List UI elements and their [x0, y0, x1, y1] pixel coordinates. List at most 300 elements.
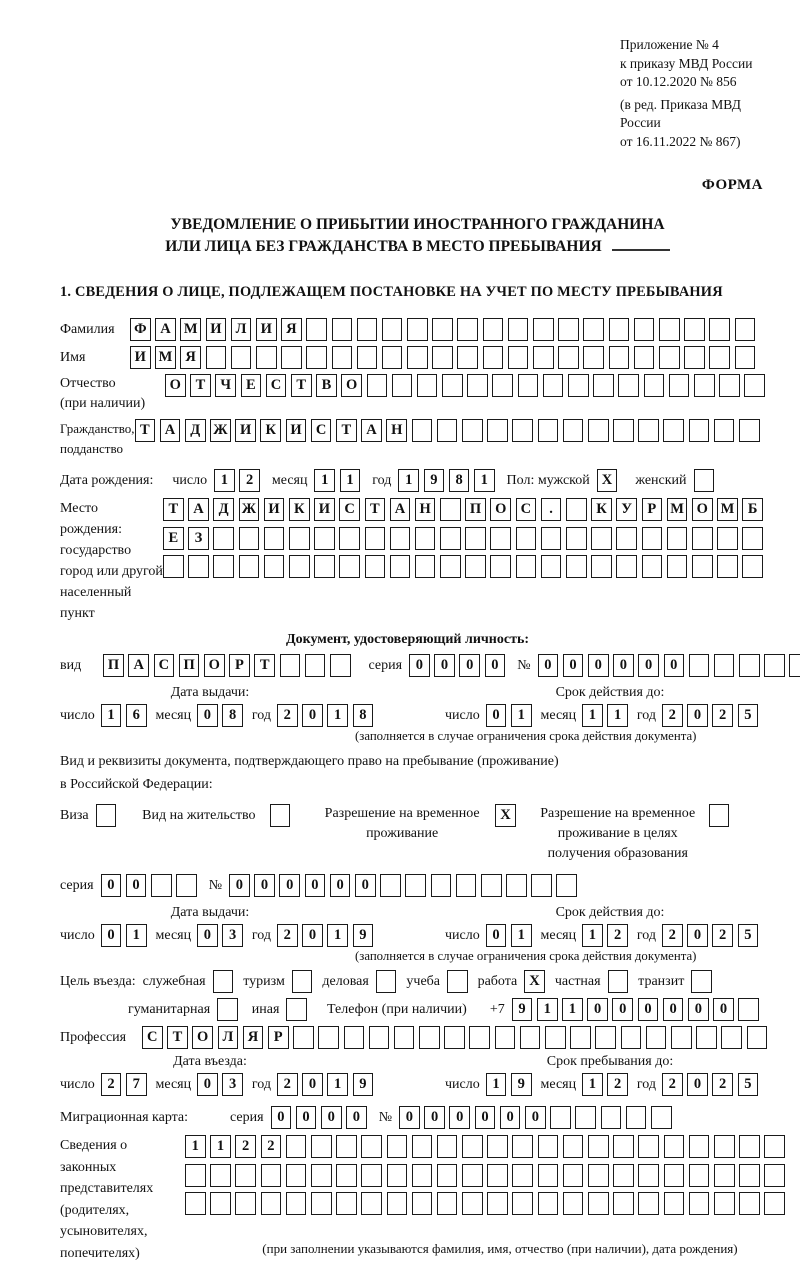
form-cell[interactable]: 1 [582, 1073, 603, 1096]
form-cell[interactable] [415, 555, 436, 578]
form-cell[interactable]: А [160, 419, 181, 442]
form-cell[interactable]: З [188, 527, 209, 550]
form-cell[interactable]: Ж [210, 419, 231, 442]
form-cell[interactable]: 1 [511, 924, 532, 947]
form-cell[interactable] [613, 1135, 634, 1158]
form-cell[interactable]: 0 [713, 998, 734, 1021]
form-cell[interactable]: 0 [409, 654, 430, 677]
form-cell[interactable] [616, 555, 637, 578]
form-cell[interactable]: 0 [612, 998, 633, 1021]
form-cell[interactable]: М [667, 498, 688, 521]
form-cell[interactable]: 0 [101, 874, 122, 897]
form-cell[interactable]: С [142, 1026, 163, 1049]
form-cell[interactable] [306, 318, 327, 341]
form-cell[interactable]: 1 [210, 1135, 231, 1158]
form-cell[interactable]: 2 [712, 704, 733, 727]
form-cell[interactable]: 0 [486, 704, 507, 727]
form-cell[interactable]: В [316, 374, 337, 397]
form-cell[interactable]: Ф [130, 318, 151, 341]
form-cell[interactable] [270, 804, 291, 827]
form-cell[interactable]: X [524, 970, 545, 993]
form-cell[interactable] [457, 318, 478, 341]
form-cell[interactable] [558, 318, 579, 341]
form-cell[interactable]: И [235, 419, 256, 442]
form-cell[interactable]: Я [180, 346, 201, 369]
form-cell[interactable] [739, 1164, 760, 1187]
form-cell[interactable]: 0 [330, 874, 351, 897]
form-cell[interactable] [664, 1135, 685, 1158]
form-cell[interactable] [490, 555, 511, 578]
form-cell[interactable] [235, 1192, 256, 1215]
form-cell[interactable] [185, 1164, 206, 1187]
form-cell[interactable] [563, 1192, 584, 1215]
form-cell[interactable] [570, 1026, 591, 1049]
form-cell[interactable] [714, 1164, 735, 1187]
form-cell[interactable] [431, 874, 452, 897]
form-cell[interactable]: 0 [525, 1106, 546, 1129]
form-cell[interactable] [412, 1192, 433, 1215]
form-cell[interactable]: 5 [738, 924, 759, 947]
form-cell[interactable] [520, 1026, 541, 1049]
form-cell[interactable] [689, 1164, 710, 1187]
form-cell[interactable]: Р [268, 1026, 289, 1049]
form-cell[interactable]: 1 [486, 1073, 507, 1096]
form-cell[interactable] [487, 1135, 508, 1158]
form-cell[interactable]: И [256, 318, 277, 341]
form-cell[interactable]: 8 [222, 704, 243, 727]
form-cell[interactable]: И [130, 346, 151, 369]
form-cell[interactable]: 6 [126, 704, 147, 727]
form-cell[interactable] [281, 346, 302, 369]
form-cell[interactable]: 1 [101, 704, 122, 727]
form-cell[interactable] [206, 346, 227, 369]
form-cell[interactable] [642, 527, 663, 550]
form-cell[interactable] [419, 1026, 440, 1049]
form-cell[interactable]: О [490, 498, 511, 521]
form-cell[interactable] [538, 1164, 559, 1187]
form-cell[interactable]: 0 [355, 874, 376, 897]
form-cell[interactable]: К [289, 498, 310, 521]
form-cell[interactable] [239, 555, 260, 578]
form-cell[interactable]: 0 [587, 998, 608, 1021]
form-cell[interactable] [495, 1026, 516, 1049]
form-cell[interactable] [626, 1106, 647, 1129]
form-cell[interactable]: 0 [486, 924, 507, 947]
form-cell[interactable]: И [264, 498, 285, 521]
form-cell[interactable]: 1 [214, 469, 235, 492]
form-cell[interactable] [663, 419, 684, 442]
form-cell[interactable] [213, 527, 234, 550]
form-cell[interactable]: Т [336, 419, 357, 442]
form-cell[interactable] [714, 1192, 735, 1215]
form-cell[interactable]: 0 [538, 654, 559, 677]
form-cell[interactable] [367, 374, 388, 397]
form-cell[interactable] [292, 970, 313, 993]
form-cell[interactable]: 0 [302, 924, 323, 947]
form-cell[interactable] [407, 318, 428, 341]
form-cell[interactable] [412, 1164, 433, 1187]
form-cell[interactable] [462, 1164, 483, 1187]
form-cell[interactable] [465, 555, 486, 578]
form-cell[interactable]: Е [163, 527, 184, 550]
form-cell[interactable] [583, 318, 604, 341]
form-cell[interactable] [735, 346, 756, 369]
form-cell[interactable] [336, 1192, 357, 1215]
form-cell[interactable] [235, 1164, 256, 1187]
form-cell[interactable] [417, 374, 438, 397]
form-cell[interactable] [613, 1192, 634, 1215]
form-cell[interactable] [280, 654, 301, 677]
form-cell[interactable]: 0 [279, 874, 300, 897]
form-cell[interactable]: 0 [305, 874, 326, 897]
form-cell[interactable] [739, 1135, 760, 1158]
form-cell[interactable]: 0 [588, 654, 609, 677]
form-cell[interactable]: Д [185, 419, 206, 442]
form-cell[interactable] [365, 527, 386, 550]
form-cell[interactable] [516, 527, 537, 550]
form-cell[interactable] [442, 374, 463, 397]
form-cell[interactable]: Е [241, 374, 262, 397]
form-cell[interactable]: Л [231, 318, 252, 341]
form-cell[interactable] [717, 555, 738, 578]
form-cell[interactable] [671, 1026, 692, 1049]
form-cell[interactable] [487, 1164, 508, 1187]
form-cell[interactable]: 5 [738, 704, 759, 727]
form-cell[interactable] [538, 419, 559, 442]
form-cell[interactable]: С [516, 498, 537, 521]
form-cell[interactable] [583, 346, 604, 369]
form-cell[interactable]: М [717, 498, 738, 521]
form-cell[interactable]: 0 [296, 1106, 317, 1129]
form-cell[interactable] [618, 374, 639, 397]
form-cell[interactable]: А [155, 318, 176, 341]
form-cell[interactable]: 0 [254, 874, 275, 897]
form-cell[interactable] [512, 1164, 533, 1187]
form-cell[interactable] [365, 555, 386, 578]
form-cell[interactable] [286, 998, 307, 1021]
form-cell[interactable] [764, 654, 785, 677]
form-cell[interactable] [694, 469, 715, 492]
form-cell[interactable]: 0 [346, 1106, 367, 1129]
form-cell[interactable] [563, 419, 584, 442]
form-cell[interactable]: 0 [434, 654, 455, 677]
form-cell[interactable] [330, 654, 351, 677]
form-cell[interactable] [437, 419, 458, 442]
form-cell[interactable] [305, 654, 326, 677]
form-cell[interactable] [481, 874, 502, 897]
form-cell[interactable]: Я [281, 318, 302, 341]
form-cell[interactable] [563, 1135, 584, 1158]
form-cell[interactable] [575, 1106, 596, 1129]
form-cell[interactable]: 0 [399, 1106, 420, 1129]
form-cell[interactable] [318, 1026, 339, 1049]
form-cell[interactable] [339, 555, 360, 578]
form-cell[interactable]: 0 [664, 654, 685, 677]
form-cell[interactable]: Я [243, 1026, 264, 1049]
form-cell[interactable] [638, 1164, 659, 1187]
form-cell[interactable]: С [154, 654, 175, 677]
form-cell[interactable] [764, 1164, 785, 1187]
form-cell[interactable]: 0 [459, 654, 480, 677]
form-cell[interactable]: 2 [261, 1135, 282, 1158]
form-cell[interactable] [692, 527, 713, 550]
form-cell[interactable]: 7 [126, 1073, 147, 1096]
form-cell[interactable]: О [341, 374, 362, 397]
form-cell[interactable] [613, 1164, 634, 1187]
form-cell[interactable] [533, 318, 554, 341]
form-cell[interactable] [609, 318, 630, 341]
form-cell[interactable] [739, 419, 760, 442]
form-cell[interactable] [289, 527, 310, 550]
form-cell[interactable] [593, 374, 614, 397]
form-cell[interactable] [286, 1164, 307, 1187]
form-cell[interactable] [261, 1192, 282, 1215]
form-cell[interactable]: 0 [302, 704, 323, 727]
form-cell[interactable] [462, 1192, 483, 1215]
form-cell[interactable]: С [266, 374, 287, 397]
form-cell[interactable]: 1 [562, 998, 583, 1021]
form-cell[interactable] [387, 1164, 408, 1187]
form-cell[interactable] [286, 1192, 307, 1215]
form-cell[interactable] [541, 527, 562, 550]
form-cell[interactable] [664, 1192, 685, 1215]
form-cell[interactable] [506, 874, 527, 897]
form-cell[interactable]: А [361, 419, 382, 442]
form-cell[interactable] [361, 1164, 382, 1187]
form-cell[interactable]: Н [415, 498, 436, 521]
form-cell[interactable] [176, 874, 197, 897]
form-cell[interactable] [667, 527, 688, 550]
form-cell[interactable]: И [206, 318, 227, 341]
form-cell[interactable]: К [591, 498, 612, 521]
form-cell[interactable] [558, 346, 579, 369]
form-cell[interactable] [231, 346, 252, 369]
form-cell[interactable]: 9 [424, 469, 445, 492]
form-cell[interactable] [151, 874, 172, 897]
form-cell[interactable] [634, 318, 655, 341]
form-cell[interactable] [469, 1026, 490, 1049]
form-cell[interactable]: 1 [327, 704, 348, 727]
form-cell[interactable] [289, 555, 310, 578]
form-cell[interactable] [369, 1026, 390, 1049]
form-cell[interactable]: А [188, 498, 209, 521]
form-cell[interactable]: 1 [340, 469, 361, 492]
form-cell[interactable]: 0 [500, 1106, 521, 1129]
form-cell[interactable]: 5 [738, 1073, 759, 1096]
form-cell[interactable] [747, 1026, 768, 1049]
form-cell[interactable]: 0 [197, 704, 218, 727]
form-cell[interactable] [659, 346, 680, 369]
form-cell[interactable] [638, 1192, 659, 1215]
form-cell[interactable] [735, 318, 756, 341]
form-cell[interactable]: 9 [512, 998, 533, 1021]
form-cell[interactable]: 8 [353, 704, 374, 727]
form-cell[interactable]: 2 [239, 469, 260, 492]
form-cell[interactable]: 0 [229, 874, 250, 897]
form-cell[interactable] [390, 527, 411, 550]
form-cell[interactable] [595, 1026, 616, 1049]
form-cell[interactable] [669, 374, 690, 397]
form-cell[interactable] [566, 555, 587, 578]
form-cell[interactable] [689, 654, 710, 677]
form-cell[interactable] [568, 374, 589, 397]
form-cell[interactable] [437, 1192, 458, 1215]
form-cell[interactable] [616, 527, 637, 550]
form-cell[interactable]: 0 [321, 1106, 342, 1129]
form-cell[interactable]: 3 [222, 924, 243, 947]
form-cell[interactable] [588, 1192, 609, 1215]
form-cell[interactable] [541, 555, 562, 578]
form-cell[interactable]: И [286, 419, 307, 442]
form-cell[interactable] [550, 1106, 571, 1129]
form-cell[interactable]: П [179, 654, 200, 677]
form-cell[interactable] [437, 1135, 458, 1158]
form-cell[interactable] [538, 1135, 559, 1158]
form-cell[interactable] [717, 527, 738, 550]
form-cell[interactable] [264, 527, 285, 550]
form-cell[interactable] [591, 527, 612, 550]
form-cell[interactable]: 2 [607, 1073, 628, 1096]
form-cell[interactable]: 0 [563, 654, 584, 677]
form-cell[interactable] [709, 804, 730, 827]
form-cell[interactable] [412, 419, 433, 442]
form-cell[interactable] [744, 374, 765, 397]
form-cell[interactable]: Б [742, 498, 763, 521]
form-cell[interactable] [361, 1135, 382, 1158]
form-cell[interactable] [588, 1135, 609, 1158]
form-cell[interactable]: П [103, 654, 124, 677]
form-cell[interactable] [490, 527, 511, 550]
form-cell[interactable]: 2 [662, 924, 683, 947]
form-cell[interactable] [163, 555, 184, 578]
form-cell[interactable] [487, 1192, 508, 1215]
form-cell[interactable] [332, 346, 353, 369]
form-cell[interactable] [638, 419, 659, 442]
form-cell[interactable]: 0 [271, 1106, 292, 1129]
form-cell[interactable] [714, 654, 735, 677]
form-cell[interactable]: 0 [613, 654, 634, 677]
form-cell[interactable] [487, 419, 508, 442]
form-cell[interactable] [444, 1026, 465, 1049]
form-cell[interactable] [609, 346, 630, 369]
form-cell[interactable]: 0 [302, 1073, 323, 1096]
form-cell[interactable]: О [165, 374, 186, 397]
form-cell[interactable] [311, 1192, 332, 1215]
form-cell[interactable] [405, 874, 426, 897]
form-cell[interactable] [361, 1192, 382, 1215]
form-cell[interactable] [691, 970, 712, 993]
form-cell[interactable] [188, 555, 209, 578]
form-cell[interactable]: А [390, 498, 411, 521]
form-cell[interactable] [667, 555, 688, 578]
form-cell[interactable] [387, 1135, 408, 1158]
form-cell[interactable] [332, 318, 353, 341]
form-cell[interactable] [684, 346, 705, 369]
form-cell[interactable] [261, 1164, 282, 1187]
form-cell[interactable]: А [128, 654, 149, 677]
form-cell[interactable] [357, 346, 378, 369]
form-cell[interactable] [432, 318, 453, 341]
form-cell[interactable]: 0 [485, 654, 506, 677]
form-cell[interactable]: 2 [712, 1073, 733, 1096]
form-cell[interactable] [185, 1192, 206, 1215]
form-cell[interactable] [512, 1135, 533, 1158]
form-cell[interactable] [646, 1026, 667, 1049]
form-cell[interactable] [764, 1135, 785, 1158]
form-cell[interactable]: 1 [582, 924, 603, 947]
form-cell[interactable] [556, 874, 577, 897]
form-cell[interactable]: О [192, 1026, 213, 1049]
form-cell[interactable] [738, 998, 759, 1021]
form-cell[interactable]: Р [642, 498, 663, 521]
form-cell[interactable]: М [155, 346, 176, 369]
form-cell[interactable] [96, 804, 117, 827]
form-cell[interactable] [440, 555, 461, 578]
form-cell[interactable] [440, 498, 461, 521]
form-cell[interactable] [642, 555, 663, 578]
form-cell[interactable] [457, 346, 478, 369]
form-cell[interactable] [694, 374, 715, 397]
form-cell[interactable]: 1 [327, 1073, 348, 1096]
form-cell[interactable]: 0 [475, 1106, 496, 1129]
form-cell[interactable] [462, 1135, 483, 1158]
form-cell[interactable] [588, 1164, 609, 1187]
form-cell[interactable]: 1 [185, 1135, 206, 1158]
form-cell[interactable]: Т [190, 374, 211, 397]
form-cell[interactable]: Т [167, 1026, 188, 1049]
form-cell[interactable] [394, 1026, 415, 1049]
form-cell[interactable] [709, 318, 730, 341]
form-cell[interactable] [415, 527, 436, 550]
form-cell[interactable]: 0 [197, 924, 218, 947]
form-cell[interactable]: О [692, 498, 713, 521]
form-cell[interactable] [483, 318, 504, 341]
form-cell[interactable]: Ч [215, 374, 236, 397]
form-cell[interactable]: 1 [537, 998, 558, 1021]
form-cell[interactable] [217, 998, 238, 1021]
form-cell[interactable] [516, 555, 537, 578]
form-cell[interactable] [742, 527, 763, 550]
form-cell[interactable] [432, 346, 453, 369]
form-cell[interactable] [689, 1135, 710, 1158]
form-cell[interactable]: 2 [101, 1073, 122, 1096]
form-cell[interactable] [709, 346, 730, 369]
form-cell[interactable] [462, 419, 483, 442]
form-cell[interactable] [608, 970, 629, 993]
form-cell[interactable]: 0 [687, 704, 708, 727]
form-cell[interactable] [684, 318, 705, 341]
form-cell[interactable] [634, 346, 655, 369]
form-cell[interactable] [336, 1164, 357, 1187]
form-cell[interactable] [467, 374, 488, 397]
form-cell[interactable]: М [180, 318, 201, 341]
form-cell[interactable] [314, 555, 335, 578]
form-cell[interactable]: 2 [277, 1073, 298, 1096]
form-cell[interactable] [739, 654, 760, 677]
form-cell[interactable] [483, 346, 504, 369]
form-cell[interactable]: 1 [126, 924, 147, 947]
form-cell[interactable]: 0 [687, 1073, 708, 1096]
form-cell[interactable]: 1 [474, 469, 495, 492]
form-cell[interactable] [689, 1192, 710, 1215]
form-cell[interactable] [621, 1026, 642, 1049]
form-cell[interactable] [563, 1164, 584, 1187]
form-cell[interactable] [789, 654, 800, 677]
form-cell[interactable] [336, 1135, 357, 1158]
form-cell[interactable]: К [260, 419, 281, 442]
form-cell[interactable]: Т [365, 498, 386, 521]
form-cell[interactable] [719, 374, 740, 397]
